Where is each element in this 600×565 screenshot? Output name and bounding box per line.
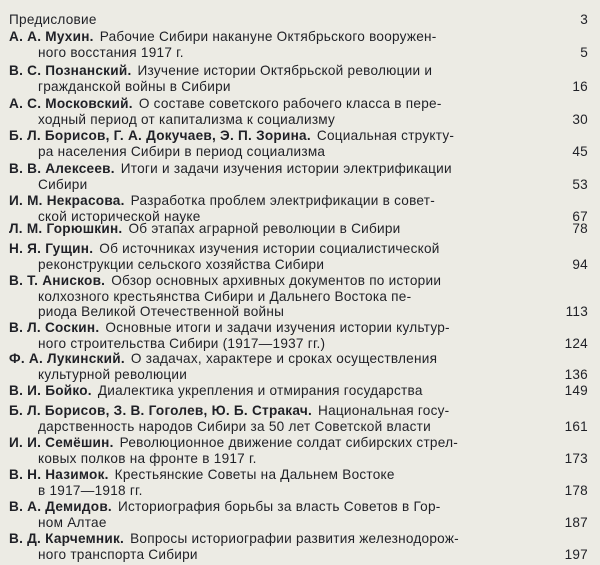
author-name: В. Д. Карчемник. [9, 531, 125, 546]
toc-entry-line [9, 29, 600, 45]
entry-title-line: культурной революции [38, 366, 188, 382]
preface-title: Предисловие [9, 12, 97, 27]
author-name: В. В. Алексеев. [9, 161, 115, 176]
toc-entry-continuation [38, 515, 600, 531]
toc-entry-continuation [38, 144, 600, 160]
page-number: 149 [564, 383, 588, 398]
entry-title-line: ской исторической науке [38, 208, 201, 224]
entry-title-line: Об источниках изучения истории социалистической [99, 241, 440, 256]
author-name: И. М. Некрасова. [9, 193, 125, 208]
page-number: 197 [564, 546, 588, 562]
page-number: 187 [564, 514, 588, 530]
toc-entry-continuation [38, 79, 600, 95]
entry-title-line: Об этапах аграрной революции в Сибири [128, 221, 401, 236]
page-number: 173 [564, 450, 588, 466]
toc-entry-line [9, 351, 600, 367]
author-name: Н. Я. Гущин. [9, 241, 94, 256]
toc-entry-line [9, 531, 600, 547]
toc-entry-continuation [38, 304, 600, 320]
toc-entry-continuation [38, 367, 600, 383]
entry-title-line: гражданской войны в Сибири [38, 78, 231, 94]
author-name: А. С. Московский. [9, 96, 133, 111]
toc-entry-line [9, 161, 600, 177]
toc-entry-line [9, 193, 600, 209]
toc-entry-line [9, 499, 600, 515]
page-number: 178 [564, 482, 588, 498]
page-number: 5 [580, 44, 588, 60]
page-number: 136 [564, 366, 588, 382]
preface-line [9, 12, 600, 28]
toc-entry-line [9, 467, 600, 483]
toc-entry-line [9, 320, 600, 336]
author-name: Ф. А. Лукинский. [9, 351, 125, 366]
entry-title-line: Революционное движение солдат сибирских стрел- [119, 435, 459, 450]
entry-title-line: дарственность народов Сибири за 50 лет Советской власти [38, 418, 431, 434]
entry-title-line: Сибири [38, 176, 88, 192]
page-number: 30 [572, 111, 588, 127]
entry-title-line: Обзор основных архивных документов по истории [111, 273, 442, 288]
entry-title-line: Рабочие Сибири накануне Октябрьского вооружен- [99, 29, 437, 44]
author-name: В. С. Познанский. [9, 63, 132, 78]
entry-title-line: Диалектика укрепления и отмирания государства [97, 383, 423, 398]
author-name: В. И. Бойко. [9, 383, 92, 398]
author-name: Б. Л. Борисов, Г. А. Докучаев, Э. П. Зорина. [9, 128, 311, 143]
entry-title-line: ковых полков на фронте в 1917 г. [38, 450, 257, 466]
page-number: 78 [572, 221, 588, 236]
toc-entry-line [9, 241, 600, 257]
author-name: В. Л. Соскин. [9, 320, 100, 335]
toc-entry-continuation [38, 289, 600, 305]
entry-title-line: в 1917—1918 гг. [38, 482, 143, 498]
entry-title-line: ра населения Сибири в период социализма [38, 143, 326, 159]
author-name: В. Т. Анисков. [9, 273, 106, 288]
entry-title-line: Итоги и задачи изучения истории электрификации [120, 161, 452, 176]
page-number: 3 [580, 12, 588, 27]
page-number: 67 [572, 208, 588, 224]
entry-title-line: реконструкции сельского хозяйства Сибири [38, 256, 325, 272]
entry-title-line: ного транспорта Сибири [38, 546, 198, 562]
author-name: А. А. Мухин. [9, 29, 94, 44]
toc-entry-continuation [38, 257, 600, 273]
entry-title-line: ном Алтае [38, 514, 107, 530]
toc-entry-continuation [38, 483, 600, 499]
page-number: 161 [564, 418, 588, 434]
toc-entry-continuation [38, 177, 600, 193]
toc-entry-line [9, 63, 600, 79]
entry-title-line: Историография борьбы за власть Советов в Гор- [117, 499, 441, 514]
toc-entry-continuation [38, 112, 600, 128]
toc-entry-continuation [38, 45, 600, 61]
page-number: 124 [564, 335, 588, 351]
author-name: Л. М. Горюшкин. [9, 221, 123, 236]
toc-entry-line [9, 273, 600, 289]
entry-title-line: колхозного крестьянства Сибири и Дальнего Востока пе- [38, 288, 412, 304]
entry-title-line: Национальная госу- [318, 403, 450, 418]
toc-entry-line [9, 403, 600, 419]
entry-title-line: Крестьянские Советы на Дальнем Востоке [114, 467, 395, 482]
entry-title-line: Разработка проблем электрификации в совет- [130, 193, 436, 208]
entry-title-line: Основные итоги и задачи изучения истории культур- [105, 320, 450, 335]
page-number: 53 [572, 176, 588, 192]
page-number: 94 [572, 256, 588, 272]
author-name: И. И. Семёшин. [9, 435, 114, 450]
page-number: 45 [572, 143, 588, 159]
toc-entry-continuation [38, 547, 600, 563]
toc-entry-line [9, 435, 600, 451]
entry-title-line: ного строительства Сибири (1917—1937 гг.) [38, 335, 326, 351]
entry-title-line: О задачах, характере и сроках осуществления [130, 351, 438, 366]
entry-title-line: Вопросы историографии развития железнодорож- [130, 531, 459, 546]
toc-entry-line [9, 96, 600, 112]
toc-entry-line [9, 128, 600, 144]
toc-entry-continuation [38, 419, 600, 435]
entry-title-line: Изучение истории Октябрьской революции и [137, 63, 433, 78]
entry-title-line: ходный период от капитализма к социализму [38, 111, 336, 127]
toc-entry-continuation [38, 451, 600, 467]
toc-entry-continuation [38, 336, 600, 352]
entry-title-line: О составе советского рабочего класса в пере- [138, 96, 442, 111]
author-name: Б. Л. Борисов, З. В. Гоголев, Ю. Б. Стракач. [9, 403, 312, 418]
page-number: 113 [565, 304, 588, 320]
page-number: 16 [572, 78, 588, 94]
toc-entry-line [9, 383, 600, 399]
entry-title-line: риода Великой Отечественной войны [38, 304, 285, 320]
author-name: В. А. Демидов. [9, 499, 112, 514]
entry-title-line: ного восстания 1917 г. [38, 44, 184, 60]
author-name: В. Н. Назимок. [9, 467, 109, 482]
entry-title-line: Социальная структу- [316, 128, 455, 143]
toc-entry-line [9, 221, 600, 237]
